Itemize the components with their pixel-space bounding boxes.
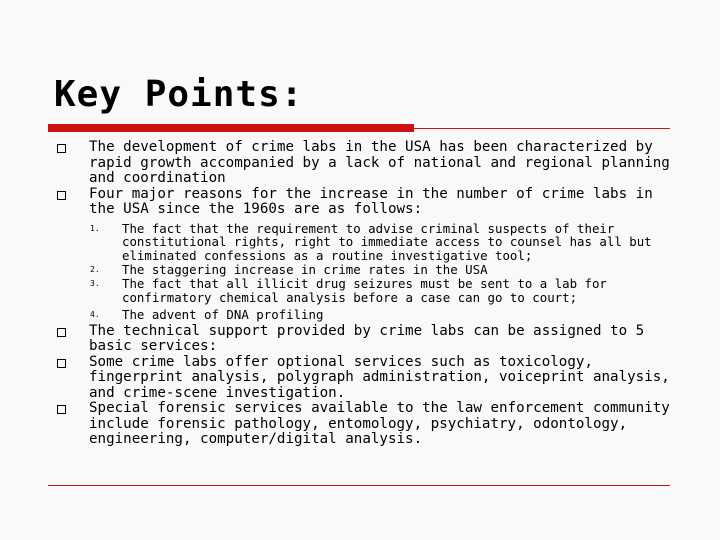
- reason-number: 4.: [90, 309, 100, 319]
- bullet-item: [54, 355, 674, 402]
- reason-text: The advent of DNA profiling: [122, 306, 324, 322]
- slide-title: Key Points:: [54, 74, 304, 115]
- bottom-divider: [48, 485, 670, 486]
- hollow-square-bullet-icon: [57, 359, 66, 368]
- bullet-text: The development of crime labs in the USA has been characterized by rapid growth accompanied by a lack of national and regional planning and coordination: [89, 139, 670, 186]
- reason-item: [54, 277, 674, 305]
- bullet-text: The technical support provided by crime labs can be assigned to 5 basic services:: [89, 322, 645, 355]
- hollow-square-bullet-icon: [57, 328, 66, 337]
- bullet-item: [54, 140, 674, 187]
- hollow-square-bullet-icon: [57, 144, 66, 153]
- title-underline: [48, 124, 670, 132]
- bullet-text: Some crime labs offer optional services such as toxicology, fingerprint analysis, polygraph administration, voiceprint analysis, and crime-scene investigation.: [89, 353, 670, 401]
- slide-content: [54, 140, 674, 448]
- reason-item: [54, 263, 674, 277]
- bullet-text: Four major reasons for the increase in the number of crime labs in the USA since the 1960s are as follows:: [89, 185, 653, 217]
- reason-number: 3.: [90, 279, 100, 289]
- hollow-square-bullet-icon: [57, 405, 66, 414]
- reasons-list: [54, 222, 674, 322]
- reason-item: [54, 222, 674, 264]
- bullet-item: [54, 187, 674, 218]
- reason-text: The staggering increase in crime rates in the USA: [122, 262, 488, 278]
- reason-text: The fact that all illicit drug seizures must be sent to a lab for confirmatory chemical analysis before a case can go to court;: [122, 276, 607, 306]
- reason-text: The fact that the requirement to advise criminal suspects of their constitutional rights, right to immediate access to counsel has all but eliminated confessions as a routine investigative tool;: [122, 220, 652, 264]
- hollow-square-bullet-icon: [57, 191, 66, 200]
- reason-number: 2.: [90, 265, 100, 275]
- title-underline-line: [414, 128, 670, 129]
- bullet-item: [54, 324, 674, 355]
- bullet-item: [54, 401, 674, 448]
- reason-item: [54, 308, 674, 322]
- bullet-text: Special forensic services available to the law enforcement community include forensic pathology, entomology, psychiatry, odontology, engineering, computer/digital analysis.: [89, 400, 670, 448]
- reason-number: 1.: [90, 223, 100, 233]
- title-underline-accent: [48, 124, 414, 132]
